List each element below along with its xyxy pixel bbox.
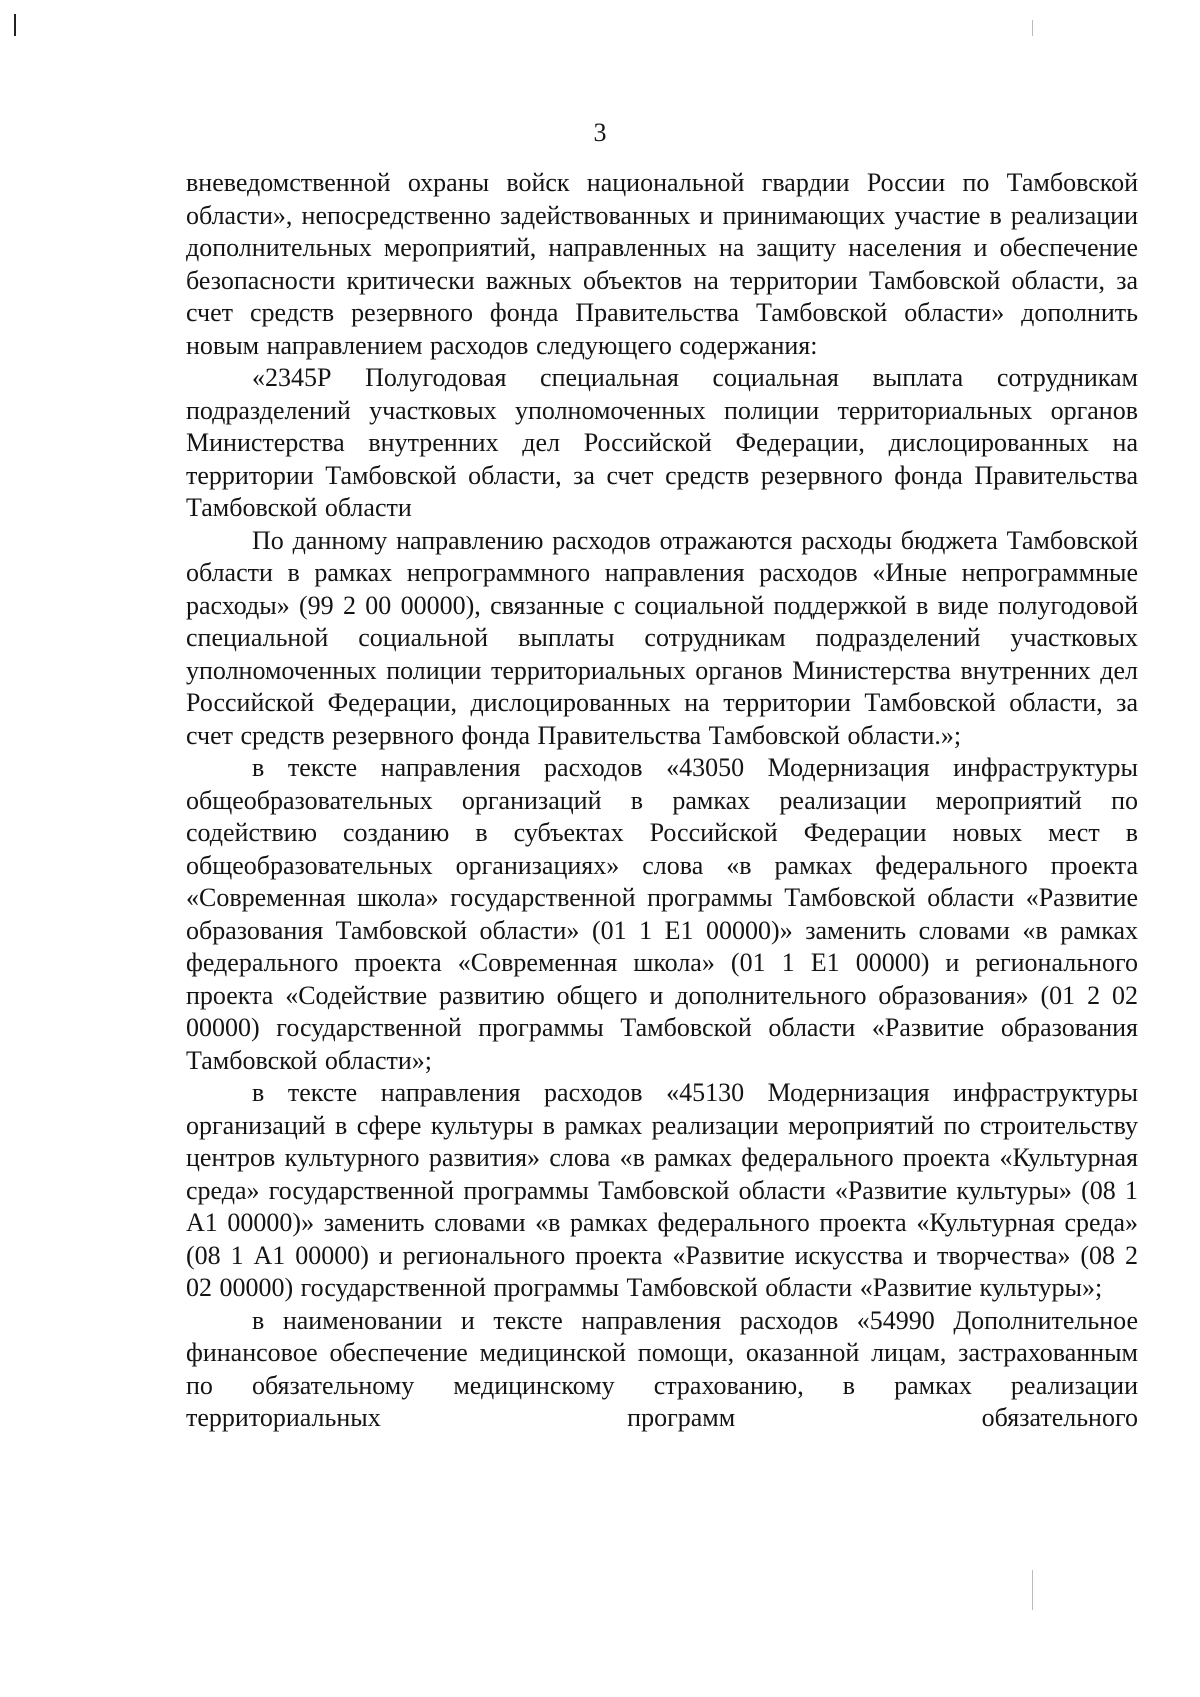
page-number: 3	[593, 118, 607, 147]
scan-speck	[1032, 20, 1033, 36]
paragraph-expense-2345p: «2345Р Полугодовая специальная социальная выплата сотрудникам подразделений участковых уполномоченных полиции территориальных органов Министерства внутренних дел Российской Федерации, дислоцированных на территории Тамбовской области, за счет средств резервного фонда Правительства Тамбовской области	[186, 363, 1138, 522]
scan-edge-mark	[14, 14, 16, 36]
paragraph-expense-43050: в тексте направления расходов «43050 Модернизация инфраструктуры общеобразовательных организаций в рамках реализации мероприятий по содействию созданию в субъектах Российской Федерации новых мест в общеобразовательных организациях» слова «в рамках федерального проекта «Современная школа» государственной программы Тамбовской области «Развитие образования Тамбовской области» (01 1 Е1 00000)» заменить словами «в рамках федерального проекта «Современная школа» (01 1 Е1 00000) и регионального проекта «Содействие развитию общего и дополнительного образования» (01 2 02 00000) государственной программы Тамбовской области «Развитие образования Тамбовской области»;	[186, 753, 1138, 1075]
paragraph-expense-54990: в наименовании и тексте направления расходов «54990 Дополнительное финансовое обеспечение медицинской помощи, оказанной лицам, застрахованным по обязательному медицинскому страхованию, в рамках реализации территориальных программ обязательного	[186, 1305, 1138, 1432]
scan-speck	[1032, 1570, 1033, 1610]
document-body	[186, 167, 1138, 1435]
paragraph-expense-45130: в тексте направления расходов «45130 Модернизация инфраструктуры организаций в сфере культуры в рамках реализации мероприятий по строительству центров культурного развития» слова «в рамках федерального проекта «Культурная среда» государственной программы Тамбовской области «Развитие культуры» (08 1 А1 00000)» заменить словами «в рамках федерального проекта «Культурная среда» (08 1 А1 00000) и регионального проекта «Развитие искусства и творчества» (08 2 02 00000) государственной программы Тамбовской области «Развитие культуры»;	[186, 1078, 1138, 1302]
paragraph-expense-description: По данному направлению расходов отражаются расходы бюджета Тамбовской области в рамках непрограммного направления расходов «Иные непрограммные расходы» (99 2 00 00000), связанные с социальной поддержкой в виде полугодовой специальной социальной выплаты сотрудникам подразделений участковых уполномоченных полиции территориальных органов Министерства внутренних дел Российской Федерации, дислоцированных на территории Тамбовской области, за счет средств резервного фонда Правительства Тамбовской области.»;	[186, 525, 1138, 750]
paragraph-continuation: вневедомственной охраны войск национальной гвардии России по Тамбовской области», непосредственно задействованных и принимающих участие в реализации дополнительных мероприятий, направленных на защиту населения и обеспечение безопасности критически важных объектов на территории Тамбовской области, за счет средств резервного фонда Правительства Тамбовской области» дополнить новым направлением расходов следующего содержания:	[186, 168, 1138, 360]
